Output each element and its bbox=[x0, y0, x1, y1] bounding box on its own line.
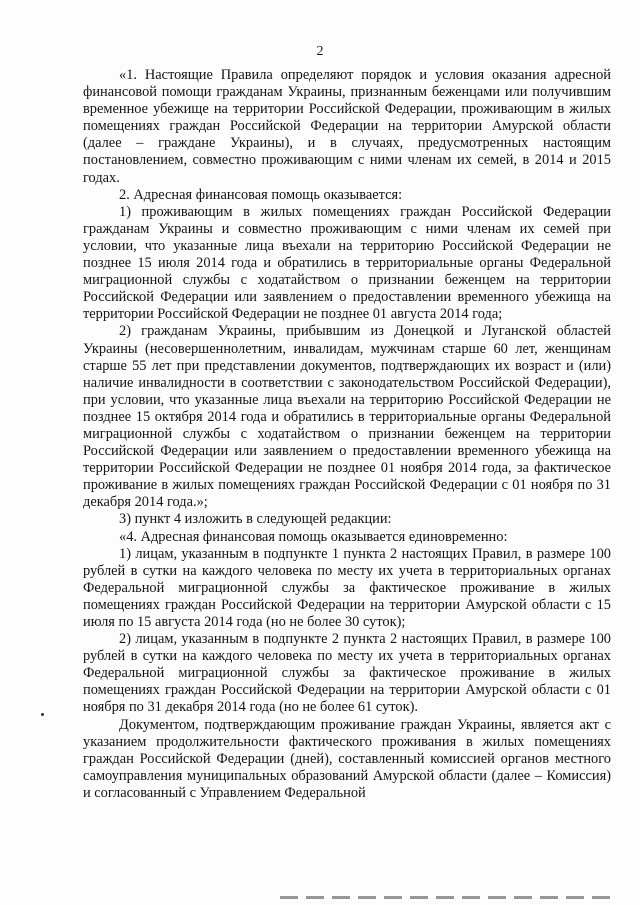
scan-artifact-dot bbox=[41, 713, 44, 716]
paragraph-rules-scope: «1. Настоящие Правила определяют порядок и условия оказания адресной финансовой помощи гражданам Украины, признанным беженцами или получившим временное убежище на территории Российской Федерации, проживающим в жилых помещениях граждан Российской Федерации на территории Амурской области (далее – граждане Украины), и в случаях, предусмотренных настоящим постановлением, совместно проживающим с ними членам их семей, в 2014 и 2015 годах. bbox=[83, 67, 611, 186]
paragraph-residence-document: Документом, подтверждающим проживание граждан Украины, является акт с указанием продолжительности фактического проживания в жилых помещениях граждан Российской Федерации (дней), составленный комиссией органов местного самоуправления муниципальных образований Амурской области (далее – Комиссия) и согласованный с Управлением Федеральной bbox=[83, 716, 611, 801]
document-body bbox=[83, 67, 611, 802]
list-item-amend-point-4: 3) пункт 4 изложить в следующей редакции: bbox=[119, 511, 392, 528]
scan-footer-marks bbox=[280, 896, 610, 899]
list-item-condition-2: 2) гражданам Украины, прибывшим из Донецкой и Луганской областей Украины (несовершеннолетним, инвалидам, мужчинам старше 60 лет, женщинам старше 55 лет при представлении документов, подтверждающих их возраст и (или) наличие инвалидности в соответствии с законодательством Российской Федерации), при условии, что указанные лица въехали на территорию Российской Федерации не позднее 15 октября 2014 года и обратились в территориальные органы Федеральной миграционной службы с ходатайством о признании беженцем на территории Российской Федерации или заявлением о предоставлении временного убежища на территории Российской Федерации не позднее 01 ноября 2014 года, за фактическое проживание в жилых помещениях граждан Российской Федерации с 01 ноября по 31 декабря 2014 года.»; bbox=[83, 323, 611, 511]
list-item-payment-2: 2) лицам, указанным в подпункте 2 пункта 2 настоящих Правил, в размере 100 рублей в сутки на каждого человека по месту их учета в территориальных органах Федеральной миграционной службы за фактическое проживание в жилых помещениях граждан Российской Федерации на территории Амурской области с 01 ноября по 31 декабря 2014 года (но не более 61 суток). bbox=[83, 631, 611, 716]
list-item-payment-1: 1) лицам, указанным в подпункте 1 пункта 2 настоящих Правил, в размере 100 рублей в сутки на каждого человека по месту их учета в территориальных органах Федеральной миграционной службы за фактическое проживание в жилых помещениях граждан Российской Федерации на территории Амурской области с 15 июля по 15 августа 2014 года (но не более 30 суток); bbox=[83, 545, 611, 630]
paragraph-assistance-provided: 2. Адресная финансовая помощь оказывается: bbox=[119, 186, 403, 203]
page-number: 2 bbox=[316, 44, 324, 59]
paragraph-one-time-assistance: «4. Адресная финансовая помощь оказывается единовременно: bbox=[119, 528, 508, 545]
list-item-condition-1: 1) проживающим в жилых помещениях граждан Российской Федерации гражданам Украины и совместно проживающим с ними членам их семей при условии, что указанные лица въехали на территорию Российской Федерации не позднее 15 июля 2014 года и обратились в территориальные органы Федеральной миграционной службы с ходатайством о признании беженцем на территории Российской Федерации или заявлением о предоставлении временного убежища на территории Российской Федерации не позднее 01 августа 2014 года; bbox=[83, 203, 611, 323]
